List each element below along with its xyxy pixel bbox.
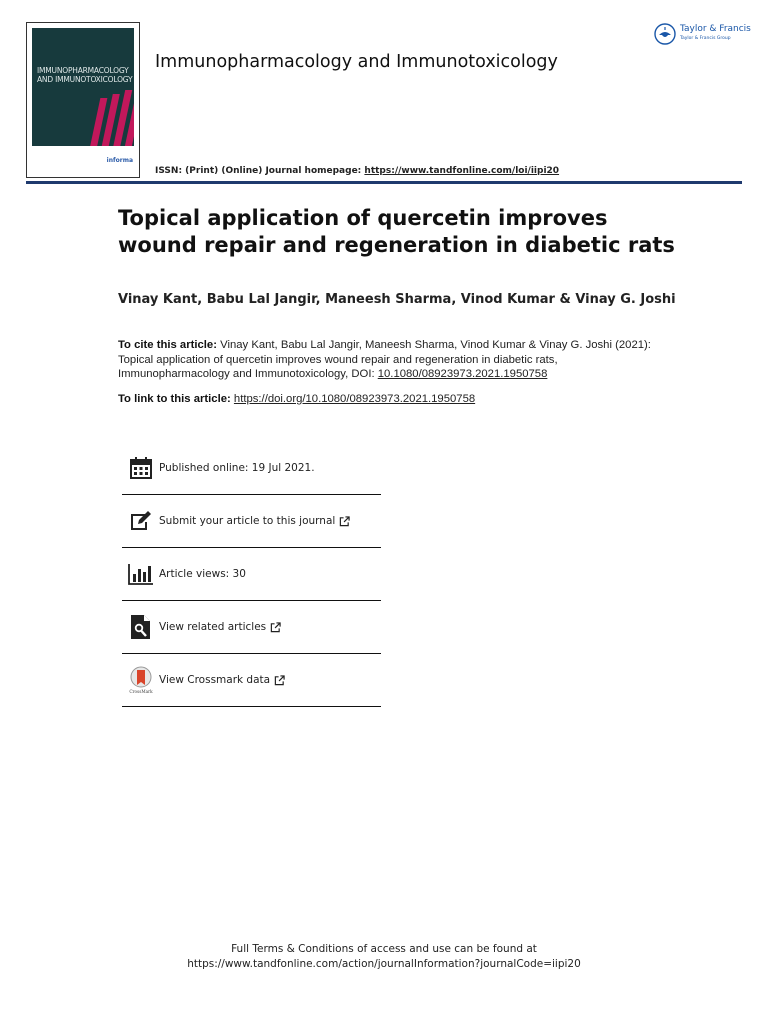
crossmark-icon — [127, 666, 155, 694]
published-row — [122, 442, 381, 495]
article-link-line — [118, 393, 475, 405]
issn-line — [155, 166, 559, 176]
citation-block — [118, 338, 663, 382]
cite-label: To cite this article: — [118, 339, 217, 351]
submit-article-link[interactable]: Submit your article to this journal — [159, 515, 336, 527]
publisher-logo[interactable] — [654, 22, 754, 50]
informa-logo: informa — [106, 157, 133, 164]
cite-text: Vinay Kant, Babu Lal Jangir, Maneesh Sharma, Vinod Kumar & Vinay G. Joshi (2021): Topical application of quercetin improves wound repair and regeneration in diabetic rats, Immunopharmacology and Immunotoxicology, DOI: — [118, 339, 651, 380]
article-authors: Vinay Kant, Babu Lal Jangir, Maneesh Sharma, Vinod Kumar & Vinay G. Joshi — [118, 292, 676, 307]
journal-cover-image — [26, 22, 140, 178]
terms-url[interactable]: https://www.tandfonline.com/action/journalInformation?journalCode=iipi20 — [187, 958, 581, 970]
crossmark-icon-label: CrossMark — [129, 689, 153, 694]
related-articles-link[interactable]: View related articles — [159, 621, 267, 633]
edit-icon — [127, 507, 155, 535]
doi-link[interactable]: 10.1080/08923973.2021.1950758 — [377, 368, 548, 380]
crossmark-row[interactable] — [122, 654, 381, 707]
publisher-subname: Taylor & Francis Group — [680, 36, 731, 41]
issn-label: ISSN: (Print) (Online) Journal homepage: — [155, 166, 365, 176]
document-search-icon — [127, 613, 155, 641]
bar-chart-icon — [127, 560, 155, 588]
article-title: Topical application of quercetin improves wound repair and regeneration in diabetic rats — [118, 206, 675, 257]
link-label: To link to this article: — [118, 393, 234, 405]
published-date: Published online: 19 Jul 2021. — [159, 462, 315, 474]
journal-title[interactable]: Immunopharmacology and Immunotoxicology — [155, 52, 558, 72]
external-link-icon — [339, 516, 350, 527]
cover-title: IMMUNOPHARMACOLOGY AND IMMUNOTOXICOLOGY — [37, 66, 133, 84]
crossmark-link[interactable]: View Crossmark data — [159, 674, 271, 686]
terms-footer — [0, 942, 768, 972]
header-divider — [26, 181, 742, 184]
publisher-name: Taylor & Francis — [680, 24, 751, 34]
external-link-icon — [270, 622, 281, 633]
article-doi-url[interactable]: https://doi.org/10.1080/08923973.2021.1950758 — [233, 393, 476, 405]
calendar-icon — [127, 454, 155, 482]
submit-article-row[interactable] — [122, 495, 381, 548]
article-views-count: Article views: 30 — [159, 568, 246, 580]
external-link-icon — [274, 675, 285, 686]
terms-text: Full Terms & Conditions of access and use can be found at — [231, 943, 537, 955]
article-views-row — [122, 548, 381, 601]
cover-artwork — [32, 28, 134, 146]
article-metadata-list — [122, 442, 381, 707]
journal-homepage-link[interactable]: https://www.tandfonline.com/loi/iipi20 — [364, 166, 560, 176]
related-articles-row[interactable] — [122, 601, 381, 654]
taylor-francis-lamp-icon — [654, 23, 676, 45]
